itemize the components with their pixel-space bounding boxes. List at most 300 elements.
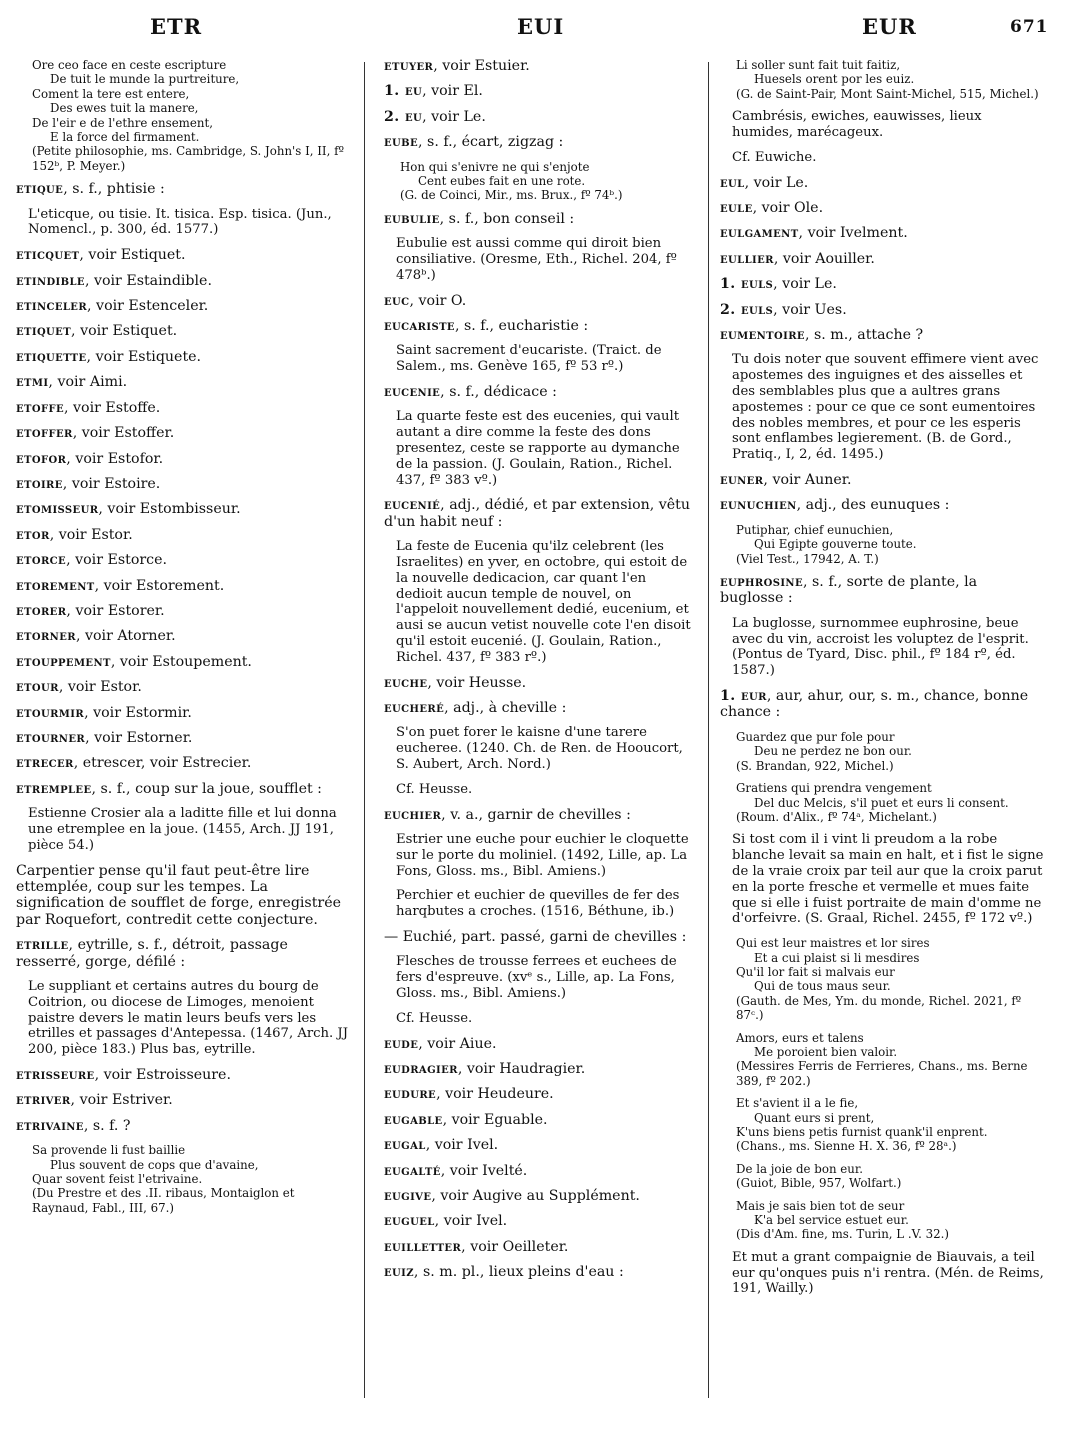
headword: eucenié: [384, 497, 441, 514]
headword: eubulie: [384, 210, 440, 227]
entry-line: [16, 425, 350, 441]
entry-definition: , s. f., écart, zigzag :: [418, 134, 564, 151]
dictionary-entry: [384, 384, 696, 400]
entry-line: [384, 497, 696, 530]
column-1: [16, 58, 350, 1223]
verse-line: Et s'avient il a le fie,: [736, 1096, 859, 1111]
headword: eube: [384, 134, 419, 151]
entry-line: [384, 109, 696, 125]
entry-definition: , s. f., dédicace :: [440, 384, 557, 401]
dictionary-entry: [384, 134, 696, 150]
verse-source: (G. de Saint-Pair, Mont Saint-Michel, 515, Michel.): [736, 86, 1039, 101]
page-number: 671: [1010, 17, 1049, 37]
entry-line: [384, 83, 696, 99]
headword: eumentoire: [720, 327, 805, 344]
dictionary-entry: [16, 247, 350, 263]
entry-definition: , voir Estorer.: [66, 602, 165, 619]
headword: eucheré: [384, 700, 445, 717]
verse-citation: [32, 58, 350, 173]
headword: etrivaine: [16, 1117, 84, 1134]
entry-line: [16, 273, 350, 289]
headword: 2. euls: [720, 301, 774, 318]
verse-source: (Chans., ms. Sienne H. X. 36, fº 28ᵃ.): [736, 1139, 957, 1154]
verse-line: Qu'il lor fait si malvais eur: [736, 964, 895, 979]
verse-source: (Roum. d'Alix., fº 74ᵃ, Michelant.): [736, 809, 937, 824]
verse-line: De la joie de bon eur.: [736, 1161, 863, 1176]
entry-definition: , s. f., eucharistie :: [454, 318, 589, 335]
dictionary-entry: [720, 327, 1044, 343]
headword: etor: [16, 526, 50, 543]
citation-text: Tu dois noter que souvent effimere vient avec apostemes des inguignes et des aisselles et des semblables plus que a aultres grans apostemes : pour ce que ce sont eumentoires des nobles membres, et pour ce les esperis sont enflambes legierement. (B. de Gord., Pratiq., I, 2, éd. 1495.): [732, 352, 1039, 463]
dictionary-entry: [16, 1118, 350, 1134]
dictionary-entry: [16, 603, 350, 619]
dictionary-entry: [720, 175, 1044, 191]
entry-line: [16, 705, 350, 721]
entry-line: [720, 688, 1044, 721]
entry-line: [16, 527, 350, 543]
headword: eticquet: [16, 247, 80, 264]
verse-line: Et a cui plaist si li mesdires: [754, 950, 920, 965]
entry-line: [16, 730, 350, 746]
verse-source: (Dis d'Am. fine, ms. Turin, L .V. 32.): [736, 1227, 949, 1242]
headword: etourmir: [16, 704, 85, 721]
entry-definition: , voir Estaindible.: [84, 272, 212, 289]
dictionary-entry: [384, 1086, 696, 1102]
citation: [396, 888, 696, 920]
entry-line: [16, 501, 350, 517]
citation: [396, 1011, 696, 1027]
citation: [28, 806, 350, 853]
headword: eudure: [384, 1086, 437, 1103]
verse-line: Ore ceo face en ceste escripture: [32, 58, 227, 72]
entry-definition: , voir Heudeure.: [436, 1086, 554, 1103]
headword: eudragier: [384, 1061, 458, 1078]
citation: [732, 616, 1044, 679]
dictionary-entry: [384, 497, 696, 530]
verse-line: Qui est leur maistres et lor sires: [736, 936, 930, 951]
verse-line: K'uns biens petis furnist quank'il enprent.: [736, 1124, 988, 1139]
dictionary-entry: [16, 298, 350, 314]
citation: [732, 109, 1044, 141]
entry-line: [720, 175, 1044, 191]
entry-line: [384, 1188, 696, 1204]
entry-line: [384, 1086, 696, 1102]
entry-definition: , voir Estormir.: [84, 704, 192, 721]
dictionary-entry: [16, 374, 350, 390]
entry-line: [720, 302, 1044, 318]
entry-definition: , adj., des eunuques :: [796, 497, 950, 514]
entry-line: [384, 293, 696, 309]
entry-definition: , voir Eguable.: [442, 1111, 548, 1128]
citation-text: Cf. Euwiche.: [732, 149, 817, 165]
dictionary-entry: [16, 400, 350, 416]
entry-definition: , voir Estiquete.: [86, 348, 202, 365]
entry-line: [16, 781, 350, 797]
headword: etuyer: [384, 58, 434, 74]
verse-line: Cent eubes fait en une rote.: [418, 174, 586, 189]
entry-definition: , eytrille, s. f., détroit, passage resserré, gorge, défilé :: [16, 937, 288, 970]
headword: etrisseure: [16, 1067, 95, 1083]
verse-line: Li soller sunt fait tuit faitiz,: [736, 58, 901, 72]
verse-citation: [736, 730, 1044, 773]
verse-source: (G. de Coinci, Mir., ms. Brux., fº 74ᵇ.): [400, 188, 623, 203]
headword: etourner: [16, 729, 86, 746]
entry-line: [16, 476, 350, 492]
entry-line: [720, 497, 1044, 513]
headword: euchier: [384, 806, 442, 823]
entry-line: [384, 700, 696, 716]
running-head-right: EUR: [862, 14, 917, 39]
column-rule-2: [708, 62, 709, 1398]
entry-line: [16, 451, 350, 467]
headword: etremplee: [16, 780, 92, 797]
verse-citation: [736, 58, 1044, 101]
entry-line: [384, 1213, 696, 1229]
verse-line: Des ewes tuit la manere,: [50, 101, 199, 116]
dictionary-entry: [720, 200, 1044, 216]
verse-line: Qui Egipte gouverne toute.: [754, 537, 917, 552]
dictionary-entry: [384, 211, 696, 227]
entry-line: [16, 755, 350, 771]
entry-definition: , voir Augive au Supplément.: [431, 1188, 640, 1205]
entry-definition: , voir Estenceler.: [87, 298, 209, 315]
entry-line: [16, 1092, 350, 1108]
headword: etmi: [16, 374, 49, 391]
dictionary-entry: [720, 688, 1044, 721]
dictionary-entry: [16, 451, 350, 467]
headword: eul: [720, 174, 745, 191]
entry-definition: , adj., dédié, et par extension, vêtu d'un habit neuf :: [384, 497, 691, 530]
dictionary-entry: [384, 1036, 696, 1052]
headword: eugable: [384, 1111, 443, 1128]
dictionary-entry: [384, 1112, 696, 1128]
entry-line: [16, 349, 350, 365]
entry-line: [720, 200, 1044, 216]
entry-definition: , voir El.: [422, 83, 483, 100]
verse-citation: [736, 1096, 1044, 1154]
headword: etiquet: [16, 323, 72, 340]
dictionary-entry: [16, 273, 350, 289]
entry-definition: , voir Estoire.: [62, 475, 161, 492]
column-2: [384, 58, 696, 1290]
entry-line: [384, 675, 696, 691]
verse-line: Qui de tous maus seur.: [754, 979, 891, 994]
entry-definition: , voir Oeilleter.: [461, 1238, 569, 1255]
verse-citation: [736, 1031, 1044, 1089]
citation-text: Perchier et euchier de quevilles de fer des harqbutes a croches. (1516, Béthune, ib.): [396, 888, 680, 920]
citation-text: Si tost com il i vint li preudom a la robe blanche levait sa main en halt, et i fist le signe de la vraie croix par teil aur que la croix parut en la porte fresche et vermelle et mues faite que si elle i fuist portraite de main d'omme ne d'orfeivre. (S. Graal, Richel. 2455, fº 172 vº.): [732, 832, 1044, 927]
headword: etorner: [16, 628, 76, 645]
entry-line: [16, 400, 350, 416]
citation: [396, 832, 696, 879]
entry-line: [16, 937, 350, 970]
headword: etouppement: [16, 653, 111, 670]
verse-line: Me poroient bien valoir.: [754, 1044, 898, 1059]
dictionary-entry: [384, 1264, 696, 1280]
entry-line: [16, 1118, 350, 1134]
entry-definition: , voir Estuier.: [433, 58, 530, 74]
entry-definition: , voir Estriver.: [70, 1092, 173, 1109]
dictionary-entry: [384, 1188, 696, 1204]
verse-line: Sa provende li fust baillie: [32, 1143, 186, 1158]
headword: euc: [384, 292, 410, 309]
entry-definition: , voir Auner.: [763, 472, 852, 489]
dictionary-entry: [384, 318, 696, 334]
dictionary-entry: [16, 527, 350, 543]
citation-text: Saint sacrement d'eucariste. (Traict. de Salem., ms. Genève 165, fº 53 rº.): [396, 343, 662, 375]
entry-line: [720, 225, 1044, 241]
entry-line: [16, 552, 350, 568]
entry-line: [720, 327, 1044, 343]
headword: etiquette: [16, 348, 87, 365]
headword: euche: [384, 674, 428, 691]
headword: eunuchien: [720, 497, 797, 514]
entry-definition: , voir O.: [409, 292, 467, 309]
citation-text: Eubulie est aussi comme qui diroit bien consiliative. (Oresme, Eth., Richel. 204, fº 478ᵇ.): [396, 236, 677, 283]
entry-line: [16, 323, 350, 339]
citation: [732, 832, 1044, 927]
headword: eude: [384, 1035, 419, 1052]
verse-line: Plus souvent de cops que d'avaine,: [50, 1157, 259, 1172]
entry-definition: , voir Ivel.: [434, 1213, 508, 1230]
dictionary-entry: [16, 501, 350, 517]
headword: 1. euls: [720, 276, 774, 293]
entry-definition: , voir Estor.: [49, 526, 133, 543]
verse-citation: [736, 1162, 1044, 1191]
verse-line: E la force del firmament.: [50, 130, 200, 145]
entry-definition: , voir Ivelté.: [440, 1162, 528, 1179]
entry-definition: , voir Aouiller.: [773, 250, 875, 267]
running-head-left: ETR: [150, 14, 203, 39]
dictionary-entry: [384, 1163, 696, 1179]
citation: [28, 207, 350, 239]
entry-line: [384, 318, 696, 334]
entry-definition: , voir Aimi.: [48, 374, 128, 391]
page-header: [0, 14, 1078, 50]
entry-definition: , voir Haudragier.: [457, 1061, 586, 1078]
verse-citation: [736, 1199, 1044, 1242]
entry-definition: , voir Estorce.: [66, 552, 167, 569]
verse-source: (Viel Test., 17942, A. T.): [736, 551, 879, 566]
headword: etour: [16, 679, 59, 696]
verse-source: (Du Prestre et des .II. ribaus, Montaiglon et Raynaud, Fabl., III, 67.): [32, 1186, 295, 1215]
entry-definition: , voir Estoupement.: [110, 653, 252, 670]
headword: eucariste: [384, 318, 455, 335]
citation: [732, 1250, 1044, 1297]
verse-line: Huesels orent por les euiz.: [754, 72, 915, 87]
entry-line: [16, 247, 350, 263]
dictionary-entry: [16, 1092, 350, 1108]
entry-line: [16, 1067, 350, 1083]
headword: 2. eu: [384, 108, 423, 125]
headword: etinceler: [16, 298, 88, 315]
citation-text: Cf. Heusse.: [396, 1010, 473, 1026]
verse-citation: [736, 936, 1044, 1022]
entry-line: [384, 1264, 696, 1280]
entry-definition: , voir Le.: [422, 108, 486, 125]
dictionary-entry: [720, 302, 1044, 318]
dictionary-entry: [720, 225, 1044, 241]
entry-line: [384, 1112, 696, 1128]
citation: [732, 150, 1044, 166]
verse-line: Putiphar, chief eunuchien,: [736, 522, 894, 537]
citation-text: Flesches de trousse ferrees et euchees de fers d'espreuve. (xvᵉ s., Lille, ap. La Fons, Gloss. ms., Bibl. Amiens.): [396, 954, 677, 1002]
citation: [396, 725, 696, 772]
headword: etorement: [16, 577, 95, 594]
dictionary-entry: [384, 83, 696, 99]
dictionary-entry: [16, 552, 350, 568]
entry-definition: , s. f., bon conseil :: [439, 210, 575, 227]
entry-definition: , voir Estor.: [58, 679, 142, 696]
entry-definition: , s. f., sorte de plante, la buglosse :: [720, 574, 978, 607]
verse-line: Guardez que pur fole pour: [736, 729, 895, 744]
citation-text: Et mut a grant compaignie de Biauvais, a teil eur qu'onques puis n'i rentra. (Mén. de Reims, 191, Wailly.): [732, 1249, 1044, 1297]
entry-line: [384, 134, 696, 150]
headword: 1. eur: [720, 688, 767, 705]
dictionary-entry: [720, 276, 1044, 292]
entry-definition: , voir Estoffer.: [72, 425, 175, 442]
dictionary-entry: [16, 1067, 350, 1083]
entry-definition: , voir Atorner.: [75, 628, 176, 645]
citation: [396, 782, 696, 798]
verse-line: Quar sovent feist l'etrivaine.: [32, 1172, 203, 1187]
citation-text: L'eticque, ou tisie. It. tisica. Esp. tisica. (Jun., Nomencl., p. 300, éd. 1577.): [28, 206, 332, 238]
entry-definition: , voir Estiquet.: [71, 323, 178, 340]
citation-text: S'on puet forer le kaisne d'une tarere eucheree. (1240. Ch. de Ren. de Hooucort, S. Aubert, Arch. Nord.): [396, 725, 683, 773]
dictionary-entry: [384, 1061, 696, 1077]
dictionary-entry: [16, 781, 350, 797]
verse-citation: [400, 160, 696, 203]
dictionary-entry: [16, 730, 350, 746]
entry-line: [384, 1137, 696, 1153]
citation-text: Cambrésis, ewiches, eauwisses, lieux humides, marécageux.: [732, 109, 982, 141]
entry-definition: , voir Estoffe.: [64, 399, 161, 416]
citation: [396, 409, 696, 488]
headword: etindible: [16, 272, 85, 289]
dictionary-entry: [16, 628, 350, 644]
verse-line: Mais je sais bien tot de seur: [736, 1198, 905, 1213]
dictionary-entry: [16, 425, 350, 441]
entry-definition: , voir Heusse.: [427, 674, 527, 691]
headword: etoire: [16, 475, 63, 492]
headword: eule: [720, 200, 753, 217]
citation-text: Cf. Heusse.: [396, 781, 473, 797]
dictionary-entry: [384, 1239, 696, 1255]
entry-definition: , adj., à cheville :: [444, 700, 567, 717]
headword: 1. eu: [384, 83, 423, 100]
verse-citation: [736, 523, 1044, 566]
headword: etique: [16, 181, 64, 198]
dictionary-entry: [16, 937, 350, 970]
verse-line: Deu ne perdez ne bon our.: [754, 744, 912, 759]
headword: eugive: [384, 1188, 432, 1205]
dictionary-entry: [16, 705, 350, 721]
entry-definition: , s. f. ?: [83, 1117, 131, 1134]
entry-line: [384, 211, 696, 227]
verse-line: Amors, eurs et talens: [736, 1030, 864, 1045]
dictionary-entry: [720, 574, 1044, 607]
citation: [396, 236, 696, 283]
verse-citation: [32, 1143, 350, 1215]
headword: eucenie: [384, 384, 441, 401]
headword: eugalté: [384, 1162, 441, 1179]
entry-definition: , voir Ues.: [773, 301, 847, 318]
dictionary-entry: [16, 323, 350, 339]
citation: [396, 539, 696, 665]
dictionary-entry: [720, 472, 1044, 488]
entry-definition: , voir Ivelment.: [798, 225, 908, 242]
headword: euguel: [384, 1213, 435, 1230]
entry-definition: , voir Le.: [773, 276, 837, 293]
headword: etriver: [16, 1092, 71, 1109]
entry-definition: , voir Estofor.: [66, 450, 164, 467]
entry-definition: , voir Estorement.: [94, 577, 225, 594]
entry-line: [16, 679, 350, 695]
dictionary-entry: [720, 251, 1044, 267]
dictionary-entry: [384, 293, 696, 309]
headword: eugal: [384, 1137, 426, 1154]
dictionary-entry: [384, 1137, 696, 1153]
entry-definition: , s. f., phtisie :: [63, 181, 165, 198]
running-head-center: EUI: [517, 14, 565, 39]
dictionary-entry: [384, 700, 696, 716]
dictionary-entry: [16, 679, 350, 695]
note-text: Carpentier pense qu'il faut peut-être lire ettemplée, coup sur les tempes. La signification de soufflet de forge, enregistrée par Roquefort, contredit cette conjecture.: [16, 862, 341, 928]
verse-line: Gratiens qui prendra vengement: [736, 781, 932, 796]
headword: etorer: [16, 602, 67, 619]
entry-line: [16, 654, 350, 670]
verse-source: (Guiot, Bible, 957, Wolfart.): [736, 1176, 902, 1191]
dictionary-entry: [384, 58, 696, 74]
entry-line: [16, 578, 350, 594]
headword: euphrosine: [720, 574, 803, 591]
entry-line: [16, 628, 350, 644]
entry-line: [720, 276, 1044, 292]
verse-line: De l'eir e de l'ethre ensement,: [32, 115, 213, 130]
citation-text: La buglosse, surnommee euphrosine, beue avec du vin, accroist les voluptez de l'esprit. (Pontus de Tyard, Disc. phil., fº 184 rº, éd. 1587.): [732, 615, 1029, 679]
entry-definition: , voir Ole.: [752, 200, 824, 217]
headword: euilletter: [384, 1238, 462, 1255]
dictionary-entry: [384, 675, 696, 691]
entry-line: [16, 298, 350, 314]
verse-line: Quant eurs si prent,: [754, 1110, 875, 1125]
entry-definition: , etrescer, voir Estrecier.: [73, 755, 252, 772]
entry-definition: , s. f., coup sur la joue, soufflet :: [91, 780, 322, 797]
entry-definition: , voir Estorner.: [85, 729, 193, 746]
entry-definition: , s. m., attache ?: [804, 327, 924, 344]
entry-definition: , v. a., garnir de chevilles :: [441, 806, 631, 823]
citation-text: Estienne Crosier ala a laditte fille et lui donna une etremplee en la joue. (1455, Arch. JJ 191, pièce 54.): [28, 806, 337, 853]
citation-text: Estrier une euche pour euchier le cloquette sur le porte du moliniel. (1492, Lille, ap. La Fons, Gloss. ms., Bibl. Amiens.): [396, 832, 689, 879]
dictionary-entry: [16, 755, 350, 771]
entry-line: [16, 181, 350, 197]
verse-line: Hon qui s'enivre ne qui s'enjote: [400, 159, 590, 174]
entry-line: [16, 374, 350, 390]
dictionary-entry: [16, 349, 350, 365]
entry-line: [384, 1239, 696, 1255]
entry-line: [720, 574, 1044, 607]
verse-line: Coment la tere est entere,: [32, 86, 190, 101]
entry-line: [384, 1163, 696, 1179]
entry-line: [384, 807, 696, 823]
dictionary-entry: [384, 1213, 696, 1229]
verse-source: (Petite philosophie, ms. Cambridge, S. John's I, II, fº 152ᵇ, P. Meyer.): [32, 144, 344, 173]
entry-definition: , voir Le.: [744, 174, 809, 191]
verse-source: (Messires Ferris de Ferrieres, Chans., ms. Berne 389, fº 202.): [736, 1059, 1028, 1088]
dictionary-entry: [384, 807, 696, 823]
headword: euiz: [384, 1264, 414, 1281]
dictionary-entry: [720, 497, 1044, 513]
